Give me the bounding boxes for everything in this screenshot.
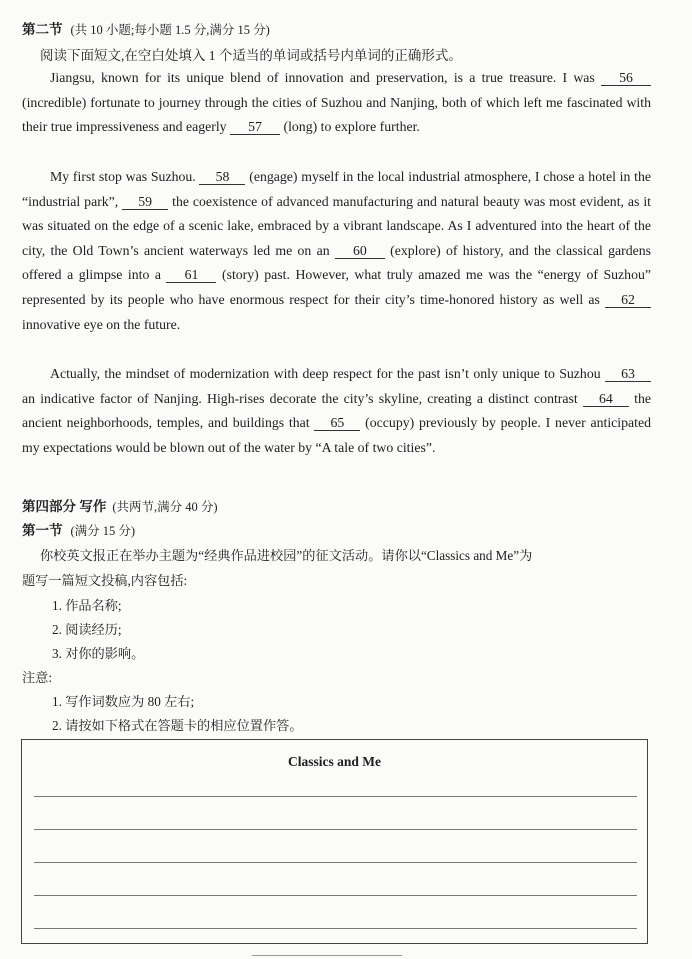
section2-title: 第二节	[22, 22, 63, 37]
part4-note: (共两节,满分 40 分)	[112, 500, 218, 514]
part4-title: 第四部分 写作	[22, 499, 107, 514]
blank-60: 60	[335, 244, 385, 259]
writing-line	[34, 796, 637, 797]
section2-instruction: 阅读下面短文,在空白处填入 1 个适当的单词或括号内单词的正确形式。	[40, 48, 462, 63]
notice-item: 1. 写作词数应为 80 左右;	[52, 694, 195, 709]
page-footer-rule	[252, 955, 402, 956]
content-item: 1. 作品名称;	[52, 598, 122, 613]
notice-item: 2. 请按如下格式在答题卡的相应位置作答。	[52, 718, 303, 733]
blank-62: 62	[605, 293, 651, 308]
notice-label: 注意:	[22, 670, 53, 685]
section1-note: (满分 15 分)	[70, 524, 136, 538]
blank-64: 64	[583, 392, 629, 407]
passage-paragraph-1: Jiangsu, known for its unique blend of innovation and preservation, is a true treasure. I was 56 (incredible) fortunate to journey through the cities of Suzhou and Nanjing, both of which left me fascinated with their true impressiveness and eagerly 57 (long) to explore further.	[22, 70, 651, 135]
section1-heading	[22, 519, 135, 539]
writing-prompt-line-1: 你校英文报正在举办主题为“经典作品进校园”的征文活动。请你以“Classics and Me”为	[40, 548, 533, 563]
part4-heading	[22, 495, 218, 515]
blank-59: 59	[122, 195, 168, 210]
content-item: 3. 对你的影响。	[52, 646, 145, 661]
writing-line	[34, 895, 637, 896]
writing-line	[34, 829, 637, 830]
blank-61: 61	[166, 268, 216, 283]
blank-56: 56	[601, 71, 651, 86]
answer-box-title: Classics and Me	[287, 754, 381, 769]
section1-title: 第一节	[22, 523, 63, 538]
writing-line	[34, 862, 637, 863]
passage-paragraph-2: My first stop was Suzhou. 58 (engage) myself in the local industrial atmosphere, I chose a hotel in the “industrial park”, 59 the coexistence of advanced manufacturing and natural beauty was most evident, as it was situated on the edge of a scenic lake, embraced by a vibrant landscape. As I adventured into the heart of the city, the Old Town’s ancient waterways led me on an 60 (explore) of history, and the classical gardens offered a glimpse into a 61 (story) past. However, what truly amazed me was the “energy of Suzhou” represented by its people who have enormous respect for their city’s time-honored history as well as 62 innovative eye on the future.	[22, 169, 652, 332]
section2-heading	[22, 18, 270, 38]
blank-58: 58	[199, 170, 245, 185]
writing-line	[34, 928, 637, 929]
section2-note: (共 10 小题;每小题 1.5 分,满分 15 分)	[70, 23, 270, 37]
passage-paragraph-3: Actually, the mindset of modernization with deep respect for the past isn’t only unique to Suzhou 63 an indicative factor of Nanjing. High-rises decorate the city’s skyline, creating a distinct contrast 64 the ancient neighborhoods, temples, and buildings that 65 (occupy) previously by people. I never anticipated my expectations would be blown out of the water by “A tale of two cities”.	[22, 366, 651, 455]
answer-format-box	[21, 739, 648, 944]
blank-57: 57	[230, 120, 280, 135]
writing-prompt-line-2: 题写一篇短文投稿,内容包括:	[22, 573, 188, 588]
content-item: 2. 阅读经历;	[52, 622, 122, 637]
blank-63: 63	[605, 367, 651, 382]
blank-65: 65	[314, 416, 360, 431]
